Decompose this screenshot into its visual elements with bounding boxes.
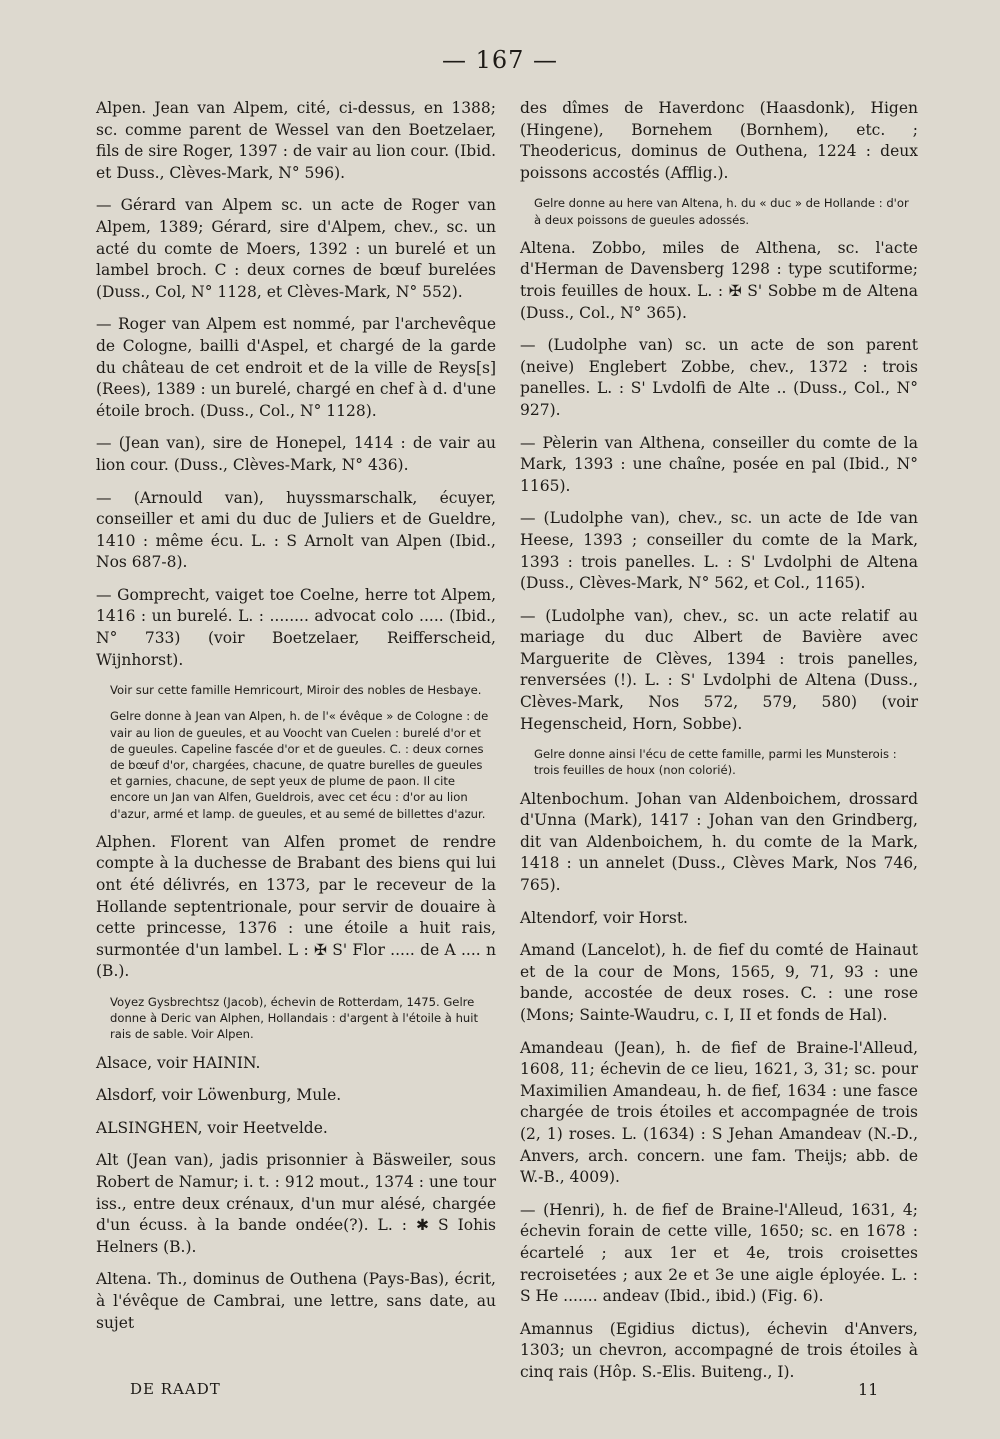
entry-altena-ludolphe-3: — (Ludolphe van), chev., sc. un acte relatif au mariage du duc Albert de Bavière avec Marguerite de Clèves, 1394 : trois panelles, renversées (!). L. : S' Lvdolphi de Altena (Duss., Clèves-Mark, Nos 572, 579, 580) (voir Hegenscheid, Horn, Sobbe).	[520, 606, 918, 733]
entry-amandeau-henri: — (Henri), h. de fief de Braine-l'Alleud, 1631, 4; échevin forain de cette ville, 1650; sc. en 1678 : écartelé ; aux 1er et 4e, trois croisettes recroisetées ; aux 2e et 3e une aigle éployée. L. : S He ....... andeav (Ibid., ibid.) (Fig. 6).	[520, 1200, 918, 1306]
entry-altena-pelerin: — Pèlerin van Althena, conseiller du comte de la Mark, 1393 : une chaîne, posée en pal (Ibid., N° 1165).	[520, 433, 918, 495]
entry-amannus: Amannus (Egidius dictus), échevin d'Anvers, 1303; un chevron, accompagné de trois étoiles à cinq rais (Hôp. S.-Elis. Buiteng., I).	[520, 1319, 918, 1381]
note-gelre-alpen: Gelre donne à Jean van Alpen, h. de l'« évêque » de Cologne : de vair au lion de gueules, et au Voocht van Cuelen : burelé d'or et de gueules. Capeline fascée d'or et de gueules. C. : deux cornes de bœuf d'or, chargées, chacune, de quatre burelles de gueules et garnies, chacune, de sept yeux de plume de paon. Il cite encore un Jan van Alfen, Gueldrois, avec cet écu : d'or au lion d'azur, armé et lamp. de gueules, et au semé de billettes d'azur.	[110, 709, 489, 821]
entry-alpen-jean-honepel: — (Jean van), sire de Honepel, 1414 : de vair au lion cour. (Duss., Clèves-Mark, N° 436).	[96, 434, 496, 474]
footer-author: DE RAADT	[130, 1380, 221, 1398]
note-hemricourt: Voir sur cette famille Hemricourt, Miroir des nobles de Hesbaye.	[110, 683, 482, 698]
entry-alsinghen: ALSINGHEN, voir Heetvelde.	[96, 1118, 328, 1137]
note-gysbrechtsz: Voyez Gysbrechtsz (Jacob), échevin de Rotterdam, 1475. Gelre donne à Deric van Alphen, Hollandais : d'argent à l'étoile à huit rais de sable. Voir Alpen.	[110, 995, 479, 1042]
entry-alsdorf: Alsdorf, voir Löwenburg, Mule.	[96, 1086, 342, 1105]
entry-alpen-gomprecht: — Gomprecht, vaiget toe Coelne, herre tot Alpem, 1416 : un burelé. L. : ........ advocat colo ..... (Ibid., N° 733) (voir Boetzelaer, Reifferscheid, Wijnhorst).	[96, 585, 496, 669]
entry-altena-th: Altena. Th., dominus de Outhena (Pays-Bas), écrit, à l'évêque de Cambrai, une lettre, sans date, au sujet	[96, 1270, 496, 1332]
entry-alpen-gerard: — Gérard van Alpem sc. un acte de Roger van Alpem, 1389; Gérard, sire d'Alpem, chev., sc. un acté du comte de Moers, 1392 : un burelé et un lambel broch. C : deux cornes de bœuf burelées (Duss., Col, N° 1128, et Clèves-Mark, N° 552).	[96, 196, 496, 301]
note-gelre-munsterois: Gelre donne ainsi l'écu de cette famille, parmi les Munsterois : trois feuilles de houx (non colorié).	[534, 747, 897, 778]
entry-alphen: Alphen. Florent van Alfen promet de rendre compte à la duchesse de Brabant des biens qui lui ont été délivrés, en 1373, par le receveur de la Hollande septentrionale, pour servir de douaire à cette princesse, 1376 : une étoile a huit rais, surmontée d'un lambel. L : ✠ S' Flor ..... de A .... n (B.).	[96, 832, 496, 981]
entry-amandeau-jean: Amandeau (Jean), h. de fief de Braine-l'Alleud, 1608, 11; échevin de ce lieu, 1621, 3, 31; sc. pour Maximilien Amandeau, h. de fief, 1634 : une fasce chargée de trois étoiles et accompagnée de trois (2, 1) roses. L. (1634) : S Jehan Amandeav (N.-D., Anvers, arch. concern. une fam. Theijs; abb. de W.-B., 4009).	[520, 1038, 918, 1187]
entry-altendorf: Altendorf, voir Horst.	[520, 908, 688, 927]
page-number: — 167 —	[441, 46, 559, 74]
entry-altena-ludolphe-2: — (Ludolphe van), chev., sc. un acte de Ide van Heese, 1393 ; conseiller du comte de la Mark, 1393 : trois panelles. L. : S' Lvdolphi de Altena (Duss., Clèves-Mark, N° 562, et Col., 1165).	[520, 509, 918, 593]
entry-alsace: Alsace, voir HAININ.	[96, 1053, 261, 1072]
footer-signature: 11	[858, 1380, 879, 1399]
entry-altena-ludolphe-1: — (Ludolphe van) sc. un acte de son parent (neive) Englebert Zobbe, chev., 1372 : trois panelles. L. : S' Lvdolfi de Alte .. (Duss., Col., N° 927).	[520, 336, 918, 419]
entry-alt: Alt (Jean van), jadis prisonnier à Bäsweiler, sous Robert de Namur; i. t. : 912 mout., 1374 : une tour iss., entre deux crénaux, d'un mur alésé, chargée d'un écuss. à la bande ondée(?). L. : ✱ S Iohis Helners (B.).	[96, 1151, 496, 1256]
entry-amand: Amand (Lancelot), h. de fief du comté de Hainaut et de la cour de Mons, 1565, 9, 71, 93 : une bande, accostée de deux roses. C. : une rose (Mons; Sainte-Waudru, c. I, II et fonds de Hal).	[520, 941, 918, 1024]
right-column	[520, 98, 918, 1395]
entry-altena-zobbo: Altena. Zobbo, miles de Althena, sc. l'acte d'Herman de Davensberg 1298 : type scutiforme; trois feuilles de houx. L. : ✠ S' Sobbe m de Altena (Duss., Col., N° 365).	[520, 238, 918, 322]
note-gelre-altena: Gelre donne au here van Altena, h. du « duc » de Hollande : d'or à deux poissons de gueules adossés.	[534, 196, 909, 227]
entry-alpen-jean: Alpen. Jean van Alpem, cité, ci-dessus, en 1388; sc. comme parent de Wessel van den Boetzelaer, fils de sire Roger, 1397 : de vair au lion cour. (Ibid. et Duss., Clèves-Mark, N° 596).	[96, 99, 496, 182]
left-column	[96, 98, 496, 1345]
entry-alpen-roger: — Roger van Alpem est nommé, par l'archevêque de Cologne, bailli d'Aspel, et chargé de la garde du château de cet endroit et de la ville de Reys[s] (Rees), 1389 : un burelé, chargé en chef à d. d'une étoile broch. (Duss., Col., N° 1128).	[96, 315, 496, 420]
entry-altena-continued: des dîmes de Haverdonc (Haasdonk), Higen (Hingene), Bornehem (Bornhem), etc. ; Theodericus, dominus de Outhena, 1224 : deux poissons accostés (Afflig.).	[520, 99, 918, 182]
entry-altenbochum: Altenbochum. Johan van Aldenboichem, drossard d'Unna (Mark), 1417 : Johan van den Grindberg, dit van Aldenboichem, h. du comte de la Mark, 1418 : un annelet (Duss., Clèves Mark, Nos 746, 765).	[520, 789, 918, 895]
entry-alpen-arnould: — (Arnould van), huyssmarschalk, écuyer, conseiller et ami du duc de Juliers et de Gueldre, 1410 : même écu. L. : S Arnolt van Alpen (Ibid., Nos 687-8).	[96, 488, 496, 572]
